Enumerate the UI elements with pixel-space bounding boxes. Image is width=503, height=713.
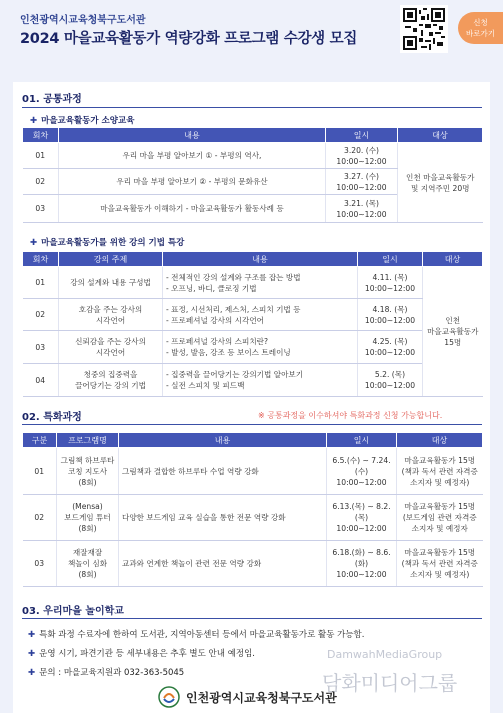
session-content: - 전체적인 강의 설계와 구조를 잡는 방법 - 오프닝, 바디, 클로징 기법: [163, 267, 358, 299]
section-divider: [22, 424, 482, 425]
qr-code-icon: [403, 8, 445, 50]
col-header: 내용: [119, 433, 327, 448]
program-target: 마을교육활동가 15명 (책과 독서 관련 자격증 소지자 및 예정자): [397, 541, 483, 587]
session-content: - 프로페셔널 강사의 스피치란? - 발성, 발음, 강조 등 보이스 트레이닝: [163, 331, 358, 364]
session-no: 01: [23, 267, 59, 299]
program-name: (Mensa) 보드게임 튜터 (8회): [57, 495, 119, 541]
col-header: 대상: [398, 128, 483, 143]
plus-icon: ✚: [30, 238, 38, 248]
session-topic: 호감을 주는 강사의 시각언어: [59, 299, 163, 331]
subsection-literacy-title: ✚ 마을교육활동가 소양교육: [30, 116, 135, 126]
session-topic: 청중의 집중력을 끌어당기는 강의 기법: [59, 364, 163, 397]
session-no: 04: [23, 364, 59, 397]
list-item: ✚ 운영 시기, 파견기관 등 세부내용은 추후 별도 안내 예정임.: [28, 649, 255, 659]
session-no: 03: [23, 331, 59, 364]
program-name: 재잘재잘 책놀이 심화 (8회): [57, 541, 119, 587]
session-no: 02: [23, 169, 59, 195]
watermark-en: DamwahMediaGroup: [327, 648, 443, 661]
col-header: 강의 주제: [59, 252, 163, 267]
table-row: [23, 267, 483, 299]
col-header: 회차: [23, 128, 59, 143]
apply-label-2: 바로가기: [466, 29, 495, 38]
table-header-row: [23, 252, 483, 267]
col-header: 일시: [327, 433, 397, 448]
literacy-table: [22, 127, 483, 223]
section-divider: [22, 618, 482, 619]
table-row: [23, 448, 483, 495]
section-divider: [22, 107, 482, 108]
table-row: [23, 364, 483, 397]
footer-org-name: 인천광역시교육청북구도서관: [186, 691, 337, 705]
list-item: ✚ 문의 : 마을교육지원과 032-363-5045: [28, 668, 185, 678]
page-title: 2024 마을교육활동가 역량강화 프로그램 수강생 모집: [20, 31, 358, 47]
session-content: 마을교육활동가 이해하기 - 마을교육활동가 활동사례 등: [59, 195, 326, 223]
program-no: 01: [23, 448, 57, 495]
session-topic: 강의 설계와 내용 구성법: [59, 267, 163, 299]
table-header-row: [23, 128, 483, 143]
program-date: 6.5.(수) ~ 7.24.(수) 10:00~12:00: [327, 448, 397, 495]
program-date: 6.18.(화) ~ 8.6.(화) 10:00~12:00: [327, 541, 397, 587]
program-no: 03: [23, 541, 57, 587]
session-date: 4.18. (목) 10:00~12:00: [358, 299, 423, 331]
program-target: 마을교육활동가 15명 (책과 독서 관련 자격증 소지자 및 예정자): [397, 448, 483, 495]
plus-icon: ✚: [30, 116, 38, 126]
program-no: 02: [23, 495, 57, 541]
session-topic: 신뢰감을 주는 강사의 시각언어: [59, 331, 163, 364]
col-header: 프로그램명: [57, 433, 119, 448]
col-header: 일시: [326, 128, 398, 143]
session-content: 우리 마을 부평 알아보기 ② - 부평의 문화유산: [59, 169, 326, 195]
table-row: [23, 331, 483, 364]
apply-label-1: 신청: [473, 18, 488, 27]
col-header: 내용: [59, 128, 326, 143]
session-no: 03: [23, 195, 59, 223]
special-table: [22, 432, 483, 587]
program-content: 다양한 보드게임 교육 실습을 통한 전문 역량 강화: [119, 495, 327, 541]
session-no: 01: [23, 143, 59, 169]
program-content: 그림책과 결합한 하브루타 수업 역량 강화: [119, 448, 327, 495]
subsection-lecture-title: ✚ 마을교육활동가를 위한 강의 기법 특강: [30, 238, 185, 248]
col-header: 대상: [423, 252, 483, 267]
table-row: [23, 495, 483, 541]
session-target: 인천 마을교육활동가 및 지역주민 20명: [398, 143, 483, 223]
program-date: 6.13.(목) ~ 8.2.(목) 10:00~12:00: [327, 495, 397, 541]
session-date: 5.2. (목) 10:00~12:00: [358, 364, 423, 397]
library-subtitle: 인천광역시교육청북구도서관: [20, 15, 146, 26]
section-common-title: 01. 공통과정: [22, 94, 82, 105]
plus-icon: ✚: [28, 649, 36, 659]
section-playschool-title: 03. 우리마을 놀이학교: [22, 606, 124, 617]
apply-shortcut-button[interactable]: [458, 12, 503, 44]
watermark-ko: 담화미디어그룹: [322, 671, 458, 695]
col-header: 회차: [23, 252, 59, 267]
col-header: 구분: [23, 433, 57, 448]
section-special-title: 02. 특화과정: [22, 412, 82, 423]
plus-icon: ✚: [28, 630, 36, 640]
prerequisite-note: ※ 공통과정을 이수하셔야 특화과정 신청 가능합니다.: [258, 411, 443, 420]
session-date: 3.20. (수) 10:00~12:00: [326, 143, 398, 169]
col-header: 내용: [163, 252, 358, 267]
session-date: 4.25. (목) 10:00~12:00: [358, 331, 423, 364]
table-row: [23, 541, 483, 587]
info-bullets: [28, 628, 364, 685]
session-date: 3.27. (수) 10:00~12:00: [326, 169, 398, 195]
session-content: - 표정, 시선처리, 제스처, 스피치 기법 등 - 프로페셔널 강사의 시각언어: [163, 299, 358, 331]
library-logo-icon: [158, 686, 180, 708]
table-row: [23, 143, 483, 169]
header: [0, 0, 503, 62]
session-date: 3.21. (목) 10:00~12:00: [326, 195, 398, 223]
session-content: 우리 마을 부평 알아보기 ① - 부평의 역사,: [59, 143, 326, 169]
qr-code[interactable]: [400, 5, 448, 53]
session-target: 인천 마을교육활동가 15명: [423, 267, 483, 397]
list-item: ✚ 특화 과정 수료자에 한하여 도서관, 지역아동센터 등에서 마을교육활동가로 활동 가능함.: [28, 630, 365, 640]
col-header: 일시: [358, 252, 423, 267]
program-name: 그림책 하브루타 코칭 지도사 (8회): [57, 448, 119, 495]
col-header: 대상: [397, 433, 483, 448]
session-content: - 집중력을 끌어당기는 강의기법 알아보기 - 실전 스피치 및 피드백: [163, 364, 358, 397]
table-row: [23, 299, 483, 331]
table-header-row: [23, 433, 483, 448]
program-target: 마을교육활동가 15명 (보드게임 관련 자격증 소지자 및 예정자: [397, 495, 483, 541]
lecture-table: [22, 251, 483, 397]
program-content: 교과와 연계한 책놀이 관련 전문 역량 강화: [119, 541, 327, 587]
session-no: 02: [23, 299, 59, 331]
session-date: 4.11. (목) 10:00~12:00: [358, 267, 423, 299]
plus-icon: ✚: [28, 668, 36, 678]
